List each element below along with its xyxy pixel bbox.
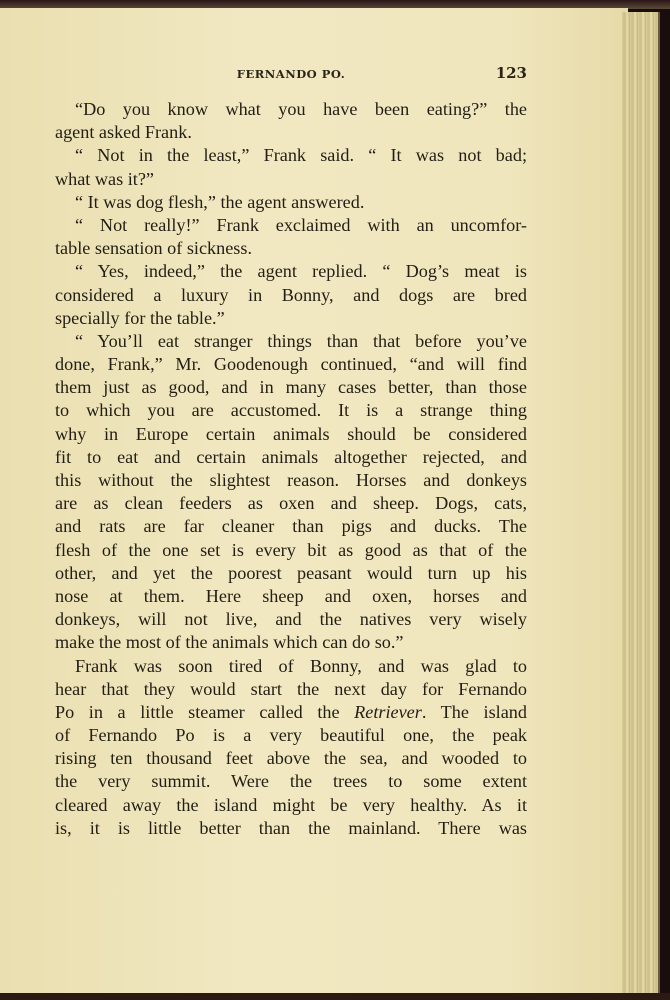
text-line <box>55 631 527 654</box>
text-line <box>55 260 527 283</box>
text-line <box>55 353 527 376</box>
text-line <box>55 585 527 608</box>
text-line <box>55 747 527 770</box>
text-line <box>55 376 527 399</box>
text-segment: donkeys, will not live, and the natives very wisely <box>55 609 527 630</box>
text-line <box>55 307 527 330</box>
text-segment: cleared away the island might be very healthy. As it <box>55 794 527 815</box>
text-segment: agent asked Frank. <box>55 122 192 143</box>
text-segment: why in Europe certain animals should be considered <box>55 423 527 444</box>
text-segment: done, Frank,” Mr. Goodenough continued, “and will find <box>55 354 527 375</box>
text-segment: make the most of the animals which can do so.” <box>55 632 404 653</box>
text-segment: is, it is little better than the mainland. There was <box>55 817 527 838</box>
text-segment: them just as good, and in many cases better, than those <box>55 377 527 398</box>
text-line <box>55 469 527 492</box>
text-segment: . The island <box>421 701 527 722</box>
text-line <box>55 330 527 353</box>
text-line <box>55 515 527 538</box>
text-line <box>55 144 527 167</box>
text-line <box>55 724 527 747</box>
text-segment: “ Not in the least,” Frank said. “ It was not bad; <box>75 145 527 166</box>
text-segment: rising ten thousand feet above the sea, and wooded to <box>55 748 527 769</box>
text-segment: are as clean feeders as oxen and sheep. Dogs, cats, <box>55 493 527 514</box>
text-segment: “Do you know what you have been eating?” the <box>75 99 527 119</box>
text-segment: Frank was soon tired of Bonny, and was glad to <box>75 655 527 676</box>
text-line <box>55 492 527 515</box>
text-line <box>55 399 527 422</box>
text-line <box>55 168 527 191</box>
page-number: 123 <box>495 64 527 82</box>
text-segment: “ Not really!” Frank exclaimed with an uncomfor- <box>75 214 527 235</box>
text-line <box>55 191 527 214</box>
text-segment: table sensation of sickness. <box>55 238 252 259</box>
page-edges <box>622 12 660 994</box>
text-segment: considered a luxury in Bonny, and dogs are bred <box>55 284 527 305</box>
text-line <box>55 817 527 840</box>
text-line <box>55 770 527 793</box>
text-segment: “ You’ll eat stranger things than that before you’ve <box>75 330 527 351</box>
running-title: FERNANDO PO. <box>236 67 346 81</box>
text-segment: “ It was dog flesh,” the agent answered. <box>75 191 365 212</box>
text-line <box>55 655 527 678</box>
text-segment: what was it?” <box>55 168 154 189</box>
text-segment: Po in a little steamer called the <box>55 701 355 722</box>
text-segment: “ Yes, indeed,” the agent replied. “ Dog’s meat is <box>75 261 527 282</box>
text-segment: hear that they would start the next day for Fernando <box>55 678 527 699</box>
text-line <box>55 608 527 631</box>
text-line <box>55 423 527 446</box>
text-segment: this without the slightest reason. Horses and donkeys <box>55 470 527 490</box>
text-line <box>55 701 527 724</box>
text-segment: of Fernando Po is a very beautiful one, the peak <box>55 725 527 746</box>
text-segment: fit to eat and certain animals altogether rejected, and <box>55 446 527 467</box>
scan-bottom-border <box>0 993 670 1000</box>
text-line <box>55 562 527 585</box>
text-line <box>55 678 527 701</box>
italic-ship-name: Retriever <box>354 701 422 722</box>
text-segment: the very summit. Were the trees to some extent <box>55 771 527 792</box>
text-line <box>55 214 527 237</box>
text-line <box>55 539 527 562</box>
page-body-text <box>55 98 527 840</box>
text-segment: nose at them. Here sheep and oxen, horses and <box>55 585 527 606</box>
text-line <box>55 794 527 817</box>
text-line <box>55 98 527 121</box>
text-line <box>55 237 527 260</box>
text-line <box>55 446 527 469</box>
text-segment: other, and yet the poorest peasant would turn up his <box>55 562 527 583</box>
text-line <box>55 121 527 144</box>
text-line <box>55 284 527 307</box>
text-segment: and rats are far cleaner than pigs and ducks. The <box>55 516 527 537</box>
text-segment: to which you are accustomed. It is a strange thing <box>55 400 527 421</box>
text-segment: flesh of the one set is every bit as good as that of the <box>55 539 527 560</box>
text-segment: specially for the table.” <box>55 307 225 328</box>
page-header <box>55 64 527 84</box>
